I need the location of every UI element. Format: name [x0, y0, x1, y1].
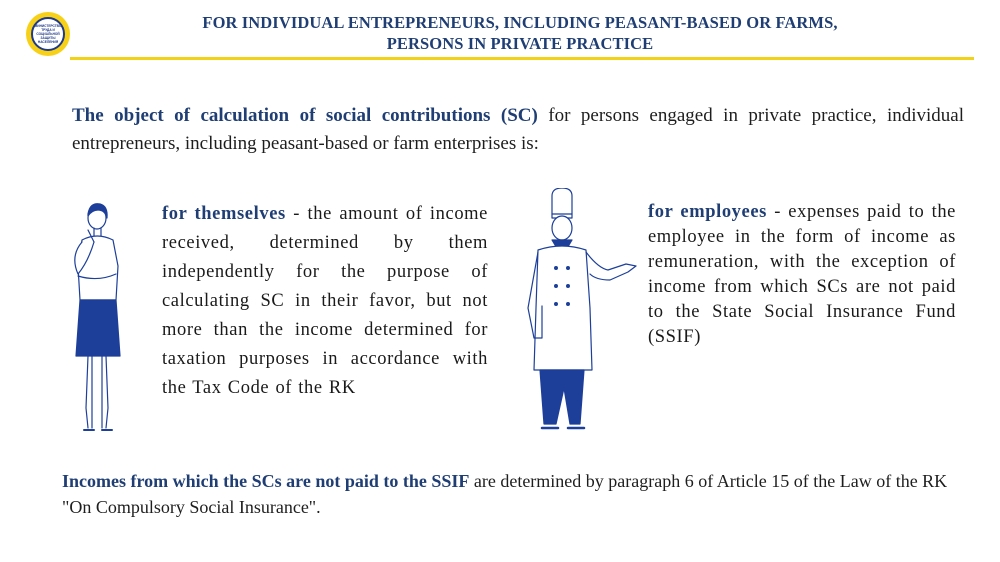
intro-text: for persons engaged in private practice, individual entrepreneurs, including peasant-based or farm enterprises is: [72, 105, 964, 154]
for-employees-paragraph [648, 200, 956, 350]
page-title-line-2: PERSONS IN PRIVATE PRACTICE [386, 34, 654, 53]
logo-emblem [31, 17, 65, 51]
logo-text: МИНИСТЕРСТВО ТРУДА И СОЦИАЛЬНОЙ ЗАЩИТЫ НАСЕЛЕНИЯ [34, 24, 62, 44]
for-themselves-text: - the amount of income received, determined by them independently for the purpose of calculating SC in their favor, but not more than the income determined for taxation purposes in accordance with the Tax Code of the RK [162, 204, 488, 398]
intro-paragraph [72, 102, 964, 158]
footer-note [62, 468, 962, 520]
page-title-line-1: FOR INDIVIDUAL ENTREPRENEURS, INCLUDING PEASANT-BASED OR FARMS, [202, 13, 838, 32]
footer-text: are determined by paragraph 6 of Article 15 of the Law of the RK "On Compulsory Social Insurance". [62, 471, 948, 517]
page-title [110, 12, 930, 54]
for-themselves-label: for themselves [162, 204, 286, 224]
footer-highlight: Incomes from which the SCs are not paid to the SSIF [62, 471, 470, 491]
for-themselves-paragraph [162, 200, 488, 403]
for-employees-label: for employees [648, 202, 767, 222]
chef-illustration [500, 188, 640, 432]
logo [26, 12, 70, 56]
businesswoman-illustration [58, 196, 138, 440]
header-divider [70, 57, 974, 60]
for-employees-text: - expenses paid to the employee in the form of income as remuneration, with the exception of income from which SCs are not paid to the State Social Insurance Fund (SSIF) [648, 202, 956, 347]
intro-highlight: The object of calculation of social contributions (SC) [72, 105, 538, 126]
